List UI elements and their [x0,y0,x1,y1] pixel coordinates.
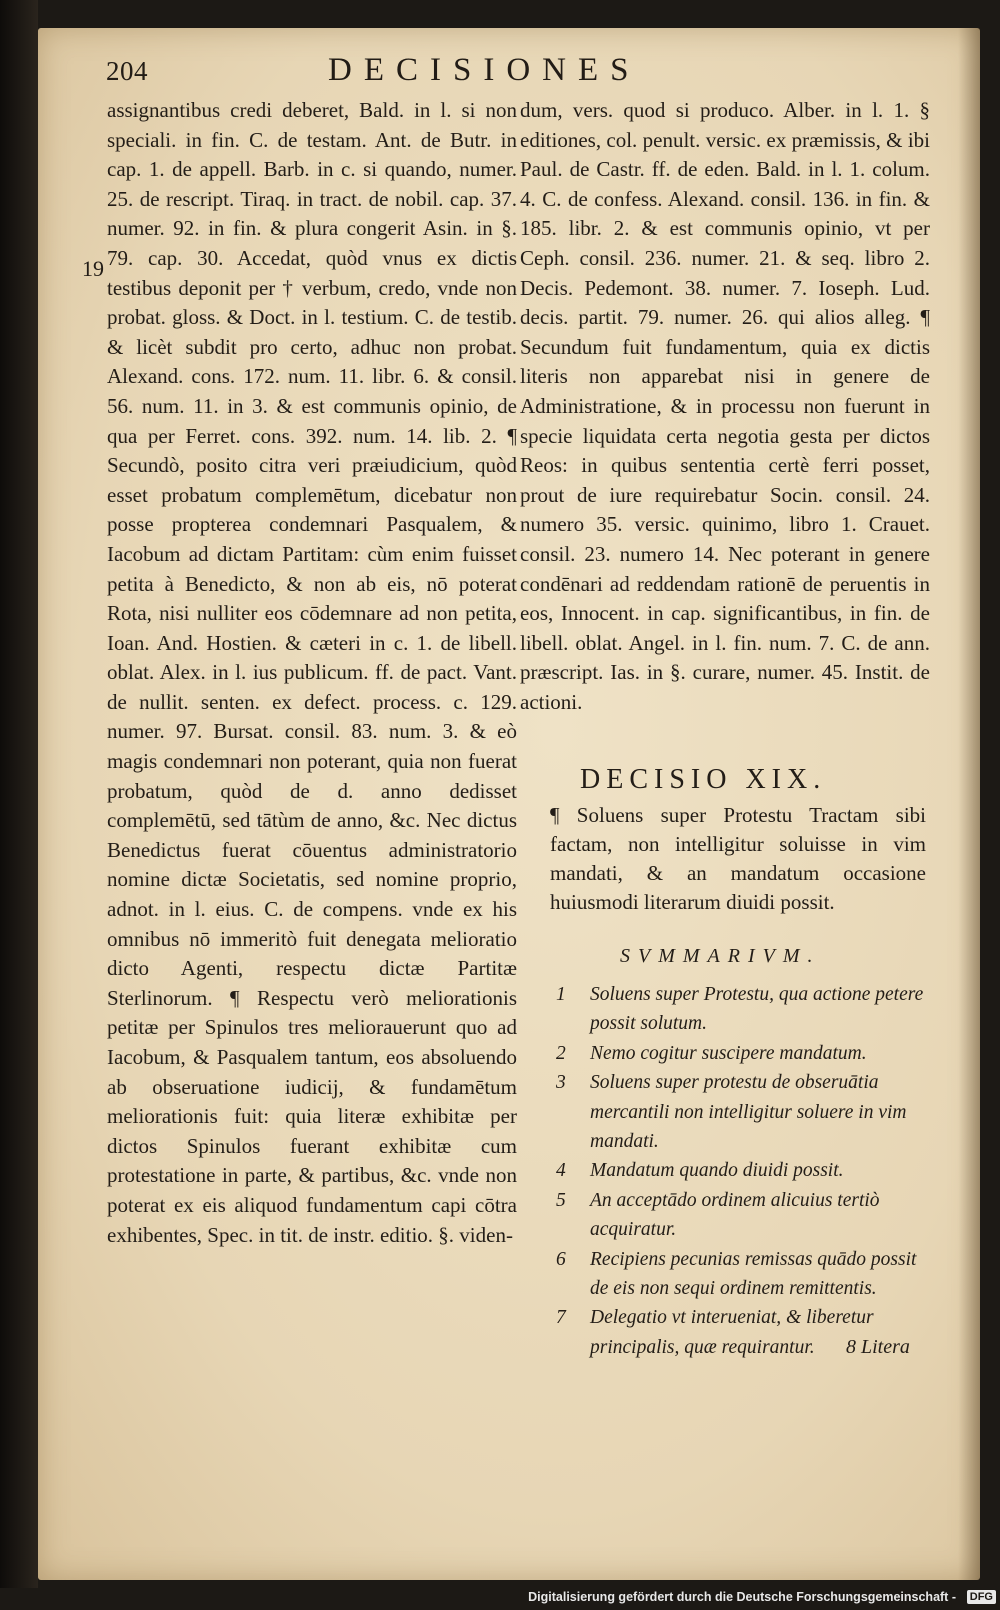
summarium-item-text: Delegatio vt interueniat, & liberetur principalis, quæ requirantur. [590,1307,874,1358]
summarium-item [550,1245,930,1304]
page-gutter-shadow [958,28,980,1580]
page-number: 204 [106,56,148,86]
summarium-item-text: Nemo cogitur suscipere mandatum. [590,1042,867,1064]
decision-title: DECISIO XIX. [580,764,827,795]
book-edge-shadow [0,0,38,1610]
summarium-item-text: Recipiens pecunias remissas quādo possit de eis non sequi ordinem remittentis. [590,1248,917,1300]
catchword: 8 Litera [846,1336,910,1358]
summarium-item-text: Soluens super Protestu, qua actione petere possit solutum. [590,984,924,1035]
summarium-item-text: Mandatum quando diuidi possit. [590,1160,844,1182]
decision-intro: ¶ Soluens super Protestu Tractam sibi factam, non intelligitur soluisse in vim mandati, & an mandatum occasione huiusmodi literarum diuidi possit. [550,803,926,914]
left-column [107,96,517,1250]
summarium-item [550,980,930,1039]
running-title: DECISIONES [328,52,641,88]
summarium-item-number: 1 [556,984,566,1005]
summarium-item-number: 2 [556,1042,566,1064]
summarium-item-number: 6 [556,1248,566,1270]
summarium-item [550,1068,930,1156]
summarium-item-number: 5 [556,1189,566,1211]
summarium-item-number: 3 [556,1072,566,1094]
summarium-item [550,1156,930,1185]
dfg-logo: DFG [967,1590,996,1604]
summarium-item [550,1039,930,1068]
summarium-heading: SVMMARIVM. [620,945,821,967]
digitization-credit: Digitalisierung gefördert durch die Deutsche Forschungsgemeinschaft - [528,1590,956,1604]
right-column-text: dum, vers. quod si produco. Alber. in l. 1. § editiones, col. penult. versic. ex præmissis, & ibi Paul. de Castr. ff. de eden. Bald. in l. 1. colum. 4. C. de confess. Alexand. consil. 136. in fin. & 185. libr. 2. & est communis opinio, vt per Ceph. consil. 236. numer. 21. & seq. libro 2. Decis. Pedemont. 38. numer. 7. Ioseph. Lud. decis. partit. 79. numer. 26. qui alios alleg. ¶ Secundum fuit fundamentum, quia ex dictis literis non apparebat nisi in genere de Administratione, & in processu non fuerunt in specie liquidata certa negotia gesta per dictos Reos: in quibus sententia certè ferri posset, prout de iure requirebatur Socin. consil. 24. numero 35. versic. quinimo, libro 1. Crauet. consil. 23. numero 14. Nec poterant in genere condēnari ad reddendam rationē de peruentis in eos, Innocent. in cap. significantibus, in fin. de libell. oblat. Angel. in l. fin. num. 7. C. de ann. præscript. Ias. in §. curare, numer. 45. Instit. de actioni. [520,98,930,714]
summarium-item-text: An acceptādo ordinem alicuius tertiò acquiratur. [590,1189,880,1241]
left-column-text: assignantibus credi deberet, Bald. in l. si non speciali. in fin. C. de testam. Ant. de Butr. in cap. 1. de appell. Barb. in c. si quando, numer. 25. de rescript. Tiraq. in tract. de nobil. cap. 37. numer. 92. in fin. & plura congerit Asin. in §. 79. cap. 30. Accedat, quòd vnus ex dictis testibus deponit per † verbum, credo, vnde non probat. gloss. & Doct. in l. testium. C. de testib. & licèt subdit pro certo, adhuc non probat. Alexand. cons. 172. num. 11. libr. 6. & consil. 56. num. 11. in 3. & est communis opinio, de qua per Ferret. cons. 392. num. 14. lib. 2. ¶ Secundò, posito citra veri præiudicium, quòd esset probatum complemētum, dicebatur non posse propterea condemnari Pasqualem, & Iacobum ad dictam Partitam: cùm enim fuisset petita à Benedicto, & non ab eis, nō poterat Rota, nisi nulliter eos cōdemnare ad non petita, Ioan. And. Hostien. & cæteri in c. 1. de libell. oblat. Alex. in l. ius publicum. ff. de pact. Vant. de nullit. senten. ex defect. process. c. 129. numer. 97. Bursat. consil. 83. num. 3. & eò magis condemnari non poterant, quia non fuerat probatum, quòd de d. anno dedisset complemētū, sed tātùm de anno, &c. Nec dictus Benedictus fuerat cōuentus administratorio nomine dictæ Societatis, sed nomine proprio, adnot. in l. eius. C. de compens. vnde ex his omnibus nō immeritò fuit denegata melioratio dicto Agenti, respectu dictæ Partitæ Sterlinorum. ¶ Respectu verò meliorationis petitæ per Spinulos tres meliorauerunt quo ad Iacobum, & Pasqualem tantum, eos absoluendo ab obseruatione iudicij, & fundamētum meliorationis fuit: quia literæ exhibitæ per dictos Spinulos fuerant exhibitæ cum protestatione in parte, & partibus, &c. vnde non poterat ex eis aliquod fundamentum capi cōtra exhibentes, Spec. in tit. de instr. editio. §. viden- [107,98,517,1247]
summarium-item-text: Soluens super protestu de obseruātia mercantili non intelligitur soluere in vim mandati. [590,1072,907,1153]
summarium-item [550,1186,930,1245]
summarium-item-number: 4 [556,1160,566,1182]
right-column [520,96,930,717]
margin-note: 19 [82,256,104,281]
summarium-list [550,980,930,1362]
summarium-item-number: 7 [556,1307,566,1329]
